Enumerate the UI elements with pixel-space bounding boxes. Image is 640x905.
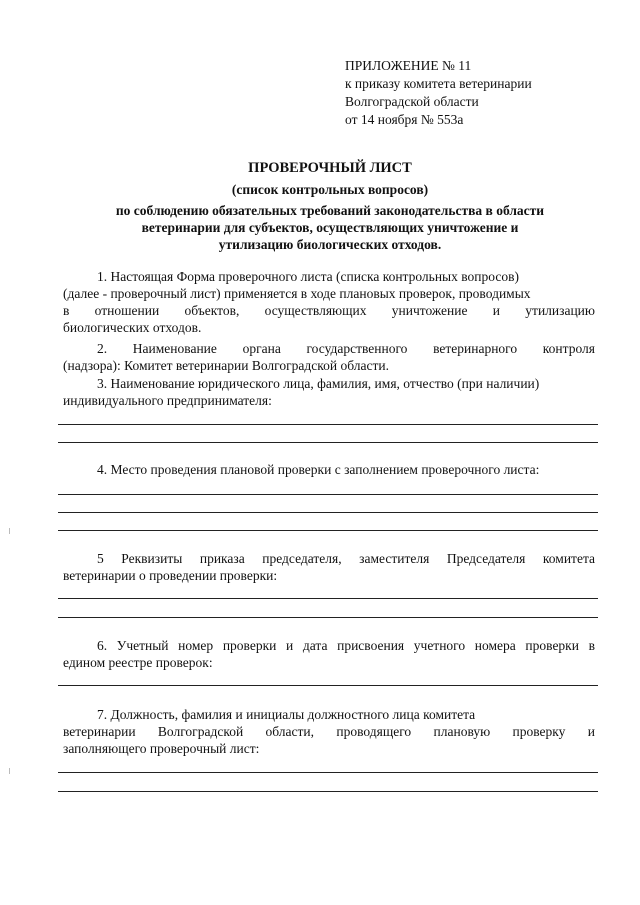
item-1 bbox=[63, 268, 595, 336]
appendix-date: от 14 ноября № 553а bbox=[345, 112, 464, 127]
scan-margin-mark bbox=[9, 768, 10, 774]
document-title: ПРОВЕРОЧНЫЙ ЛИСТ bbox=[248, 160, 412, 176]
item-3-line-1: 3. Наименование юридического лица, фамилия, имя, отчество (при наличии) bbox=[97, 376, 540, 391]
item-2-line-2: (надзора): Комитет ветеринарии Волгоградской области. bbox=[63, 358, 389, 373]
item-7 bbox=[63, 706, 595, 757]
document-subtitle: (список контрольных вопросов) bbox=[231, 182, 429, 197]
heading-line-2: ветеринарии для субъектов, осуществляющих уничтожение и bbox=[141, 220, 519, 235]
fill-line[interactable] bbox=[58, 685, 598, 686]
appendix-block bbox=[345, 57, 532, 129]
item-7-line-1: 7. Должность, фамилия и инициалы должностного лица комитета bbox=[97, 707, 476, 722]
item-2-line-1: 2. Наименование органа государственного ветеринарного контроля bbox=[97, 341, 595, 356]
fill-line[interactable] bbox=[58, 772, 598, 773]
item-1-line-1: 1. Настоящая Форма проверочного листа (списка контрольных вопросов) bbox=[97, 269, 519, 284]
item-6-line-2: едином реестре проверок: bbox=[63, 655, 213, 670]
item-6-line-1: 6. Учетный номер проверки и дата присвоения учетного номера проверки в bbox=[97, 638, 595, 653]
appendix-number: ПРИЛОЖЕНИЕ № 11 bbox=[345, 58, 472, 73]
fill-line[interactable] bbox=[58, 512, 598, 513]
appendix-order-ref: к приказу комитета ветеринарии bbox=[345, 76, 532, 91]
fill-line[interactable] bbox=[58, 791, 598, 792]
fill-line[interactable] bbox=[58, 424, 598, 425]
item-2 bbox=[63, 340, 595, 374]
fill-line[interactable] bbox=[58, 617, 598, 618]
item-4-line-1: 4. Место проведения плановой проверки с заполнением проверочного листа: bbox=[97, 462, 540, 477]
document-heading bbox=[60, 160, 600, 253]
item-1-line-3: в отношении объектов, осуществляющих уничтожение и утилизацию bbox=[63, 303, 595, 318]
item-5-line-1: 5 Реквизиты приказа председателя, заместителя Председателя комитета bbox=[97, 551, 595, 566]
item-7-line-2: ветеринарии Волгоградской области, проводящего плановую проверку и bbox=[63, 724, 595, 739]
item-3 bbox=[63, 375, 595, 409]
fill-line[interactable] bbox=[58, 530, 598, 531]
item-6 bbox=[63, 637, 595, 671]
appendix-region: Волгоградской области bbox=[345, 94, 479, 109]
heading-line-3: утилизацию биологических отходов. bbox=[218, 237, 442, 252]
fill-line[interactable] bbox=[58, 442, 598, 443]
item-5 bbox=[63, 550, 595, 584]
item-5-line-2: ветеринарии о проведении проверки: bbox=[63, 568, 278, 583]
item-7-line-3: заполняющего проверочный лист: bbox=[63, 741, 260, 756]
heading-line-1: по соблюдению обязательных требований законодательства в области bbox=[115, 203, 545, 218]
item-3-line-2: индивидуального предпринимателя: bbox=[63, 393, 272, 408]
item-1-line-2: (далее - проверочный лист) применяется в ходе плановых проверок, проводимых bbox=[63, 286, 531, 301]
fill-line[interactable] bbox=[58, 494, 598, 495]
item-4 bbox=[63, 461, 595, 478]
fill-line[interactable] bbox=[58, 598, 598, 599]
scan-margin-mark bbox=[9, 528, 10, 534]
item-1-line-4: биологических отходов. bbox=[63, 320, 202, 335]
